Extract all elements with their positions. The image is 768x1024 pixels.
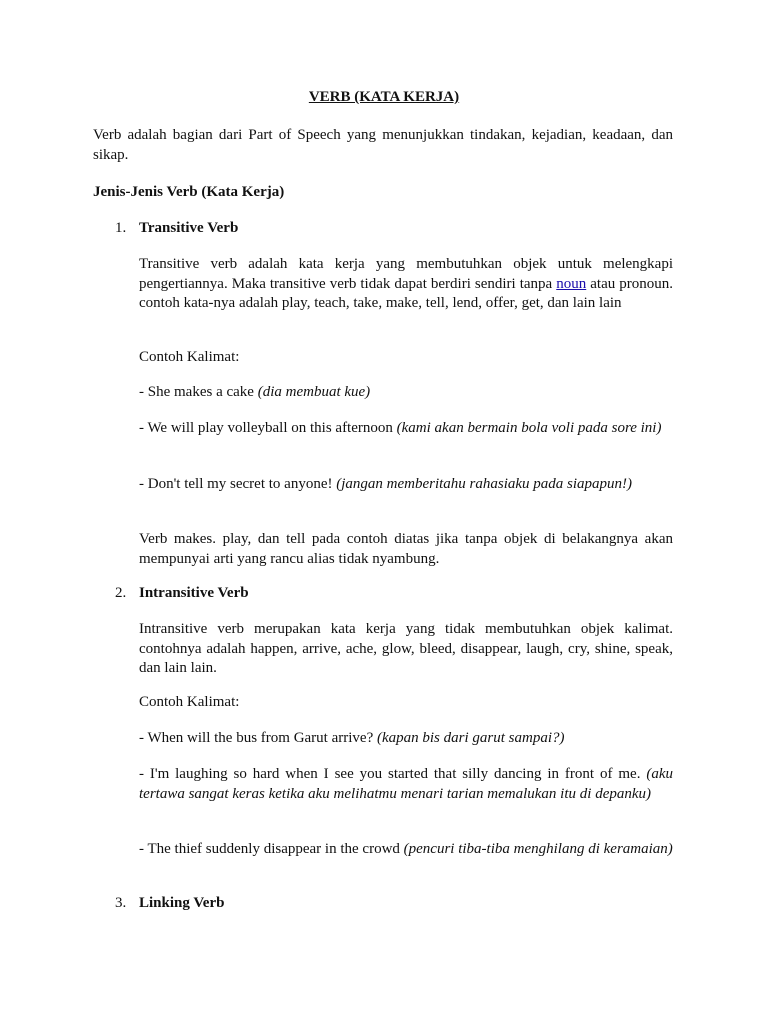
definition-text: atau pronoun. contoh kata-nya adalah play, teach, take, make, tell, lend, offer, get, dan lain lain xyxy=(139,275,673,311)
example-sentence xyxy=(139,419,673,439)
intransitive-definition: Intransitive verb merupakan kata kerja yang tidak membutuhkan objek kalimat. contohnya adalah happen, arrive, ache, glow, bleed, disappear, laugh, cry, shine, speak, dan lain lain. xyxy=(139,621,673,676)
example-text: - We will play volleyball on this afternoon xyxy=(139,420,397,436)
intro-paragraph: Verb adalah bagian dari Part of Speech yang menunjukkan tindakan, kejadian, keadaan, dan sikap. xyxy=(93,127,673,163)
section-heading-linking: Linking Verb xyxy=(139,895,225,911)
section-number: 2. xyxy=(115,585,127,601)
example-translation: (kami akan bermain bola voli pada sore ini) xyxy=(396,420,662,436)
section-heading-intransitive: Intransitive Verb xyxy=(139,585,249,601)
section-number: 1. xyxy=(115,220,127,236)
example-sentence xyxy=(139,729,673,749)
example-sentence xyxy=(139,840,673,860)
example-translation: (pencuri tiba-tiba menghilang di keramaian) xyxy=(403,841,673,857)
example-sentence xyxy=(139,765,673,804)
example-text: - When will the bus from Garut arrive? xyxy=(139,730,377,746)
transitive-note: Verb makes. play, dan tell pada contoh diatas jika tanpa objek di belakangnya akan mempunyai arti yang rancu alias tidak nyambung. xyxy=(139,531,673,567)
example-sentence xyxy=(139,475,673,495)
example-text: - She makes a cake xyxy=(139,384,258,400)
example-text: - Don't tell my secret to anyone! xyxy=(139,476,337,492)
definition-text: Transitive verb adalah kata kerja yang membutuhkan objek untuk melengkapi pengertiannya. Maka transitive verb tidak dapat berdiri sendiri tanpa xyxy=(139,256,673,292)
section-number: 3. xyxy=(115,895,127,911)
example-translation: (aku tertawa sangat keras ketika aku melihatmu menari tarian memalukan itu di depanku) xyxy=(139,766,673,802)
transitive-definition xyxy=(139,255,673,314)
example-translation: (kapan bis dari garut sampai?) xyxy=(376,730,565,746)
example-translation: (dia membuat kue) xyxy=(257,384,371,400)
example-text: - I'm laughing so hard when I see you started that silly dancing in front of me. xyxy=(139,766,647,782)
examples-label: Contoh Kalimat: xyxy=(139,349,240,365)
examples-label: Contoh Kalimat: xyxy=(139,694,240,710)
example-sentence xyxy=(139,383,673,403)
subheading: Jenis-Jenis Verb (Kata Kerja) xyxy=(93,184,285,200)
document-title: VERB (KATA KERJA) xyxy=(308,89,460,105)
example-text: - The thief suddenly disappear in the crowd xyxy=(139,841,404,857)
noun-link[interactable]: noun xyxy=(556,275,587,292)
section-heading-transitive: Transitive Verb xyxy=(139,220,239,236)
example-translation: (jangan memberitahu rahasiaku pada siapapun!) xyxy=(336,476,633,492)
